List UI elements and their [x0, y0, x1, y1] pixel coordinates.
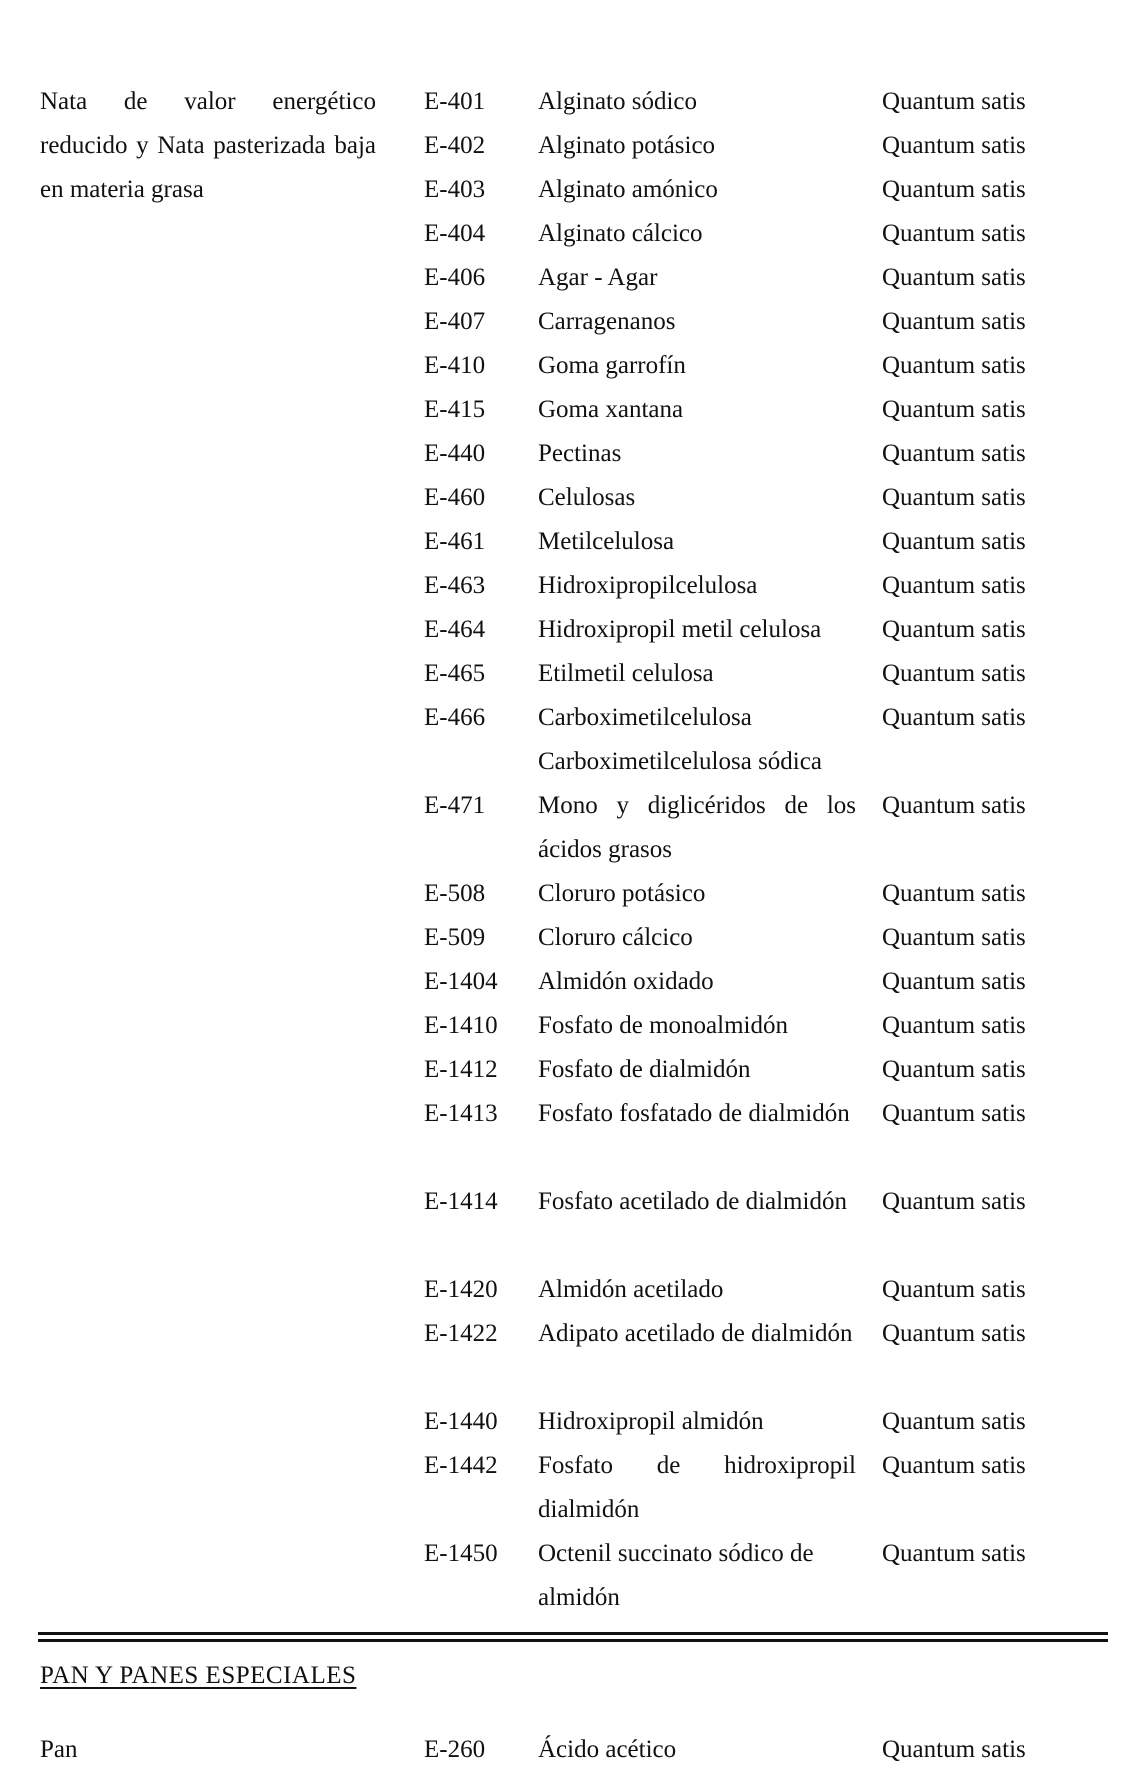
additive-dose: Quantum satis [882, 968, 1026, 995]
additive-name: Alginato cálcico [538, 220, 703, 247]
additive-dose: Quantum satis [882, 924, 1026, 951]
additive-code: E-260 [424, 1736, 486, 1763]
additive-name: Mono y diglicéridos de los ácidos grasos [538, 792, 856, 863]
additive-code: E-1414 [424, 1188, 498, 1215]
section-divider-top [38, 1632, 1108, 1635]
additive-code: E-1440 [424, 1408, 498, 1435]
additive-name: Pectinas [538, 440, 622, 467]
section-title: PAN Y PANES ESPECIALES [40, 1662, 357, 1689]
additive-name: Fosfato de hidroxipropil dialmidón [538, 1452, 856, 1523]
additive-code: E-404 [424, 220, 486, 247]
additive-name: Almidón acetilado [538, 1276, 724, 1303]
additive-dose: Quantum satis [882, 308, 1026, 335]
additive-dose: Quantum satis [882, 1100, 1026, 1127]
additive-code: E-406 [424, 264, 486, 291]
additive-name: Hidroxipropilcelulosa [538, 572, 758, 599]
additive-dose: Quantum satis [882, 1056, 1026, 1083]
additive-name: Cloruro potásico [538, 880, 706, 907]
additive-name: Octenil succinato sódico de almidón [538, 1540, 814, 1611]
additive-code: E-1422 [424, 1320, 498, 1347]
additive-code: E-403 [424, 176, 486, 203]
additive-name: Ácido acético [538, 1736, 677, 1763]
additive-name: Fosfato acetilado de dialmidón [538, 1188, 847, 1215]
additive-name: Celulosas [538, 484, 636, 511]
additive-code: E-440 [424, 440, 486, 467]
additive-dose: Quantum satis [882, 1320, 1026, 1347]
additive-name: Alginato amónico [538, 176, 718, 203]
additive-dose: Quantum satis [882, 220, 1026, 247]
additive-dose: Quantum satis [882, 396, 1026, 423]
additive-dose: Quantum satis [882, 1276, 1026, 1303]
additive-code: E-1442 [424, 1452, 498, 1479]
additive-dose: Quantum satis [882, 572, 1026, 599]
additive-name: Adipato acetilado de dialmidón [538, 1320, 853, 1347]
additive-dose: Quantum satis [882, 352, 1026, 379]
additive-code: E-410 [424, 352, 486, 379]
additive-code: E-1420 [424, 1276, 498, 1303]
additive-code: E-401 [424, 88, 486, 115]
additive-dose: Quantum satis [882, 660, 1026, 687]
product-category-label: Pan [40, 1736, 78, 1763]
additive-dose: Quantum satis [882, 484, 1026, 511]
additive-dose: Quantum satis [882, 264, 1026, 291]
additive-name: Alginato sódico [538, 88, 698, 115]
additive-name: Carboximetilcelulosa Carboximetilcelulosa sódica [538, 704, 822, 775]
additive-name: Alginato potásico [538, 132, 716, 159]
additive-name: Etilmetil celulosa [538, 660, 714, 687]
additive-name: Hidroxipropil metil celulosa [538, 616, 822, 643]
product-category-label: Nata de valor energético reducido y Nata pasterizada baja en materia grasa [40, 88, 376, 203]
additive-dose: Quantum satis [882, 88, 1026, 115]
additive-dose: Quantum satis [882, 176, 1026, 203]
additive-code: E-1412 [424, 1056, 498, 1083]
additive-code: E-508 [424, 880, 486, 907]
additive-dose: Quantum satis [882, 528, 1026, 555]
additive-name: Goma xantana [538, 396, 684, 423]
additive-name: Fosfato de monoalmidón [538, 1012, 788, 1039]
additive-dose: Quantum satis [882, 616, 1026, 643]
additive-name: Almidón oxidado [538, 968, 714, 995]
additive-name: Metilcelulosa [538, 528, 675, 555]
additive-name: Goma garrofín [538, 352, 686, 379]
additive-dose: Quantum satis [882, 792, 1026, 819]
additive-name: Cloruro cálcico [538, 924, 693, 951]
additive-dose: Quantum satis [882, 1736, 1026, 1763]
additive-name: Agar - Agar [538, 264, 658, 291]
additive-name: Carragenanos [538, 308, 676, 335]
additive-dose: Quantum satis [882, 880, 1026, 907]
additive-code: E-1404 [424, 968, 498, 995]
additive-dose: Quantum satis [882, 1540, 1026, 1567]
section-divider-bottom [38, 1639, 1108, 1642]
additive-dose: Quantum satis [882, 440, 1026, 467]
additive-code: E-415 [424, 396, 486, 423]
additive-code: E-407 [424, 308, 486, 335]
additive-dose: Quantum satis [882, 1012, 1026, 1039]
additive-name: Fosfato fosfatado de dialmidón [538, 1100, 850, 1127]
additive-dose: Quantum satis [882, 1408, 1026, 1435]
additive-code: E-464 [424, 616, 486, 643]
additive-code: E-460 [424, 484, 486, 511]
additive-code: E-402 [424, 132, 486, 159]
additive-code: E-1410 [424, 1012, 498, 1039]
additive-code: E-471 [424, 792, 486, 819]
additive-name: Fosfato de dialmidón [538, 1056, 751, 1083]
additive-code: E-509 [424, 924, 486, 951]
additive-dose: Quantum satis [882, 1452, 1026, 1479]
additive-code: E-1450 [424, 1540, 498, 1567]
additive-name: Hidroxipropil almidón [538, 1408, 764, 1435]
additive-code: E-1413 [424, 1100, 498, 1127]
additive-dose: Quantum satis [882, 132, 1026, 159]
additive-code: E-466 [424, 704, 486, 731]
additive-code: E-461 [424, 528, 486, 555]
additive-code: E-463 [424, 572, 486, 599]
additive-dose: Quantum satis [882, 1188, 1026, 1215]
additive-code: E-465 [424, 660, 486, 687]
additive-dose: Quantum satis [882, 704, 1026, 731]
